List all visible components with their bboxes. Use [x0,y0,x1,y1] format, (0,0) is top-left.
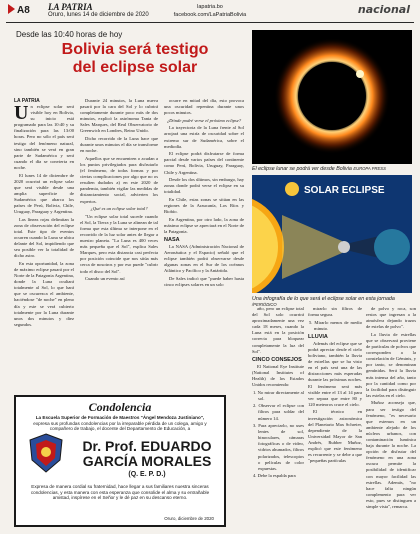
paragraph: mirarlo sin filtros de forma segura. [308,306,362,318]
newspaper-brand: LA PATRIA [48,2,93,12]
article-column-4 [252,306,304,526]
paragraph: año, pero un eclipse total del Sol solo ocurrirá aproximadamente una vez cada 18 meses, cuando la Luna está en la posición correcta para bloquear completamente la luz del Sol". [252,306,304,354]
paragraph: La NASA (Administración Nacional de Aeronáutica y el Espacio) señaló que el eclipse también podrá observarse desde algunas zonas en el Sur de los océanos Atlántico y Pacífico y la Antártida. [164,243,244,274]
list-item: 5. Mirarlo menos de medio minuto. [309,319,362,331]
subheading-nasa: NASA [164,236,180,243]
paragraph: Las líneas rojas delimitan la zona de observación del eclipse total. Este tipo de eventos ocurren cuando la Luna se ubica delante del Sol, impidiendo que sea posible ver la totalidad de dicho astro. [14,216,74,259]
photo-caption-1: El eclipse lunar se podrá ver desde Bolivia EUROPA PRESS [252,166,386,172]
subheading-lluvia: LLUVIA [308,333,328,340]
paragraph: Dicho recorrido de la Luna hace que durante unos minutos el día se transforme en noche. [80,136,158,154]
headline-line-2: del eclipse solar [72,59,198,76]
article-column-6 [366,306,416,526]
drop-cap: U [14,102,29,124]
paragraph: Cuando un evento así [85,276,125,282]
list-item: 4. Debe la espalda para [253,473,296,479]
paragraph: ocurre en mitad del día, esto provoca una oscuridad repentina durante unos pocos minutos. [164,98,244,116]
paragraph: "Un eclipse solar total sucede cuando el Sol, la Tierra y la Luna se alinean de tal forma que esta última se interpone en el recorrido de la luz solar antes de llegar a nuestro planeta. "La Luna es 400 veces más pequeña que el Sol", explica Sales Marques, pero esta distancia casi perfecta por posición coincide que nos sitúa más cerca de nosotros y por eso puede "cubrir todo el disco del Sol". [80,213,158,274]
kicker: Desde las 10:40 horas de hoy [16,30,123,39]
article-column-1 [14,98,74,390]
eclipse-ring-image [252,30,412,164]
condolence-title: Condolencia [88,400,152,414]
paragraph: El National Eye Institute (National Institutes of Health) de los Estados Unidos recomienda: [252,363,304,388]
byline: LA PATRIA [14,98,40,104]
solar-eclipse-diagram [252,175,412,293]
paragraph: Desde los dos últimos, sin embargo, hay zonas donde podrá verse el eclipse en su totalidad. [164,177,244,195]
paragraph: de polvo y roca, son restos que ingresan a la atmósfera dejando trazos de estelas de polvo". [366,306,416,330]
paragraph: En esta oportunidad, la zona de máximo eclipse pasará por el Norte de la Patagonia Argentina, donde la Luna ocultará totalmente al Sol, lo que hará que se oscurezca el ambiente, haciéndose "de noche" en pleno día y este se verá cubierto totalmente por la Luna durante unos dos minutos y diez segundos. [14,260,74,327]
infographic-title: SOLAR ECLIPSE [304,185,385,196]
paragraph: En Chile, estas zonas se sitúan en las regiones de la Araucanía, Los Ríos y Biobío. [164,196,244,215]
subheading-question: ¿Dónde podré verse el próximo eclipse? [166,117,242,123]
paragraph: De Sales indicó que "puede haber hasta cinco eclipses solares en un solo [164,275,244,288]
header-divider [6,22,414,23]
paragraph: Además del eclipse que se podrá apreciar desde el cielo boliviano, también la lluvia de estrellas que se ha visto en el país será una de las distracciones más esperadas durante las próximas noches. El fenómeno será más visible entre el 13 al 14 para ver separa que entre 80 y 120 meteoros cruce el cielo. [308,340,362,407]
article-column-3 [164,98,244,390]
page-number: A8 [8,4,30,16]
list-item: 3. Para apreciarlo, no uses lentes de sol, binoculares, cámaras fotográficas o de video, vidrios ahumados, filtros polarizados, telescopios o películas de color expuestas. [253,423,304,471]
list-item: 1. No mirar directamente al sol. [253,389,304,401]
deceased-name: Dr. Prof. EDUARDO GARCÍA MORALES [82,438,212,469]
subheading-consejos: CINCO CONSEJOS [252,356,302,363]
condolence-organization: La Escuela Superior de Formación de Maestros "Ángel Mendoza Justiniano", expresa sus profundas condolencias por la irreparable pérdida de un colega, amigo y compañero de trabajo, el docente del Departamento de Educación, a [33,415,207,432]
paragraph: El técnico en investigación astronómica del Planetario Max Schreier, dependiente de la Universidad Mayor de San Andrés, Rubber Muñoz, explicó que este fenómeno es recurrente y se debe a que "pequeñas partículas [308,409,362,464]
school-seal-icon [28,432,64,474]
section-label: nacional [357,3,410,16]
facebook-link[interactable]: facebook.com/LaPatriaBolivia [173,12,247,18]
eclipse-infographic [252,175,412,293]
headline-line-1: Bolivia será testigo [61,41,209,58]
list-item: 2. Observar el eclipse con filtros para soldar del número 14. [253,403,304,421]
paragraph: En Argentina, por otro lado, la zona de máximo eclipse se apreciará en el Norte de la Patagonia. [164,216,244,234]
photo-caption-2: Una infografía de lo que será el eclipse solar en esta jornada /PERIÓDICO [252,296,395,307]
newspaper-date: Oruro, lunes 14 de diciembre de 2020 [48,12,149,18]
qepd-label: (Q. E. P. D.) [128,471,166,478]
subheading-question: ¿Qué es un eclipse solar total? [90,206,148,212]
paragraph: Durante 24 minutos, la Luna nueva pasará por la cara del Sol y lo cubrirá completamente durante poco más de dos minutos, explicó la astrónoma Tania de Sales Marques, del Real Observatorio de Greenwich en Londres, Reino Unido. [80,98,158,134]
condolence-notice [14,395,226,527]
paragraph: El lunes 14 de diciembre de 2020 ocurrirá un eclipse solar que será visible desde una amplia superficie de Sudamérica que abarca los países de Perú, Bolivia, Chile, Uruguay, Paraguay y Argentina. [14,172,74,215]
condolence-body: Expresa de manera cordial su fraternidad, hace llegar a sus familiares nuestra sinceras condolencias, y esta manera con esta esperanza que consolide el alma y su entrañable amistad, inspírese en el Señor y le dé paz en su descanso eterno. [30,484,210,501]
paragraph: Muñoz aconseja que, para ser testigo del fenómeno, "es necesario que estemos en un ambiente alejado de los núcleos urbanos, con contaminación lumínica baja durante la noche. La opción de disfrutar del fenómeno en una zona oscura permite la posibilidad de identificar con mayor facilidad las estrellas. Además, "no hace falta ningún complemento para ver esto, pues se distinguen a simple vista", remarca. [366,400,416,509]
paragraph: La lluvia de estrellas que se observará proviene de partículas de polvos que corresponden a la constelación de Géminis, y por tanto, se denominan gemínidas. Será la lluvia más intensa del año, tanto por la cantidad como por la facilidad para distinguir las estelas en el cielo. [366,331,416,398]
website-link[interactable]: lapatria.bo [197,4,223,10]
article-column-2 [80,98,158,390]
paragraph: n eclipse solar será visible hoy en Bolivia, su inicio está programado para las 10:40 y su finalización para las 13:00 horas. Pero no sólo el país será testigo del fenómeno natural, sino también se verá en gran parte de Sudamérica y será cuando el día se convierta en noche. [14,104,74,170]
paragraph: La trayectoria de la Luna frente al Sol arrojará una estría de oscuridad sobre el extremo sur de Sudamérica, sobre el mediodía. [164,125,244,149]
article-column-5 [308,306,362,526]
eclipse-photo [252,30,412,164]
paragraph: El eclipse podrá disfrutarse de forma parcial desde varios países del continente como Perú, Bolivia, Uruguay, Paraguay, Chile y Argentina. [164,151,244,175]
condolence-signature: Oruro, diciembre de 2020 [164,516,214,521]
paragraph: Aquellos que se encuentren o acudan a los puntos privilegiados para disfrutarlo (el fenómeno, de todas formas y por ciertas complicaciones por algo que no os resulten dudados a) en este 2020 de pandemia, también vigilar las medidas de distanciamiento social, advierten los expertos. [80,155,158,204]
